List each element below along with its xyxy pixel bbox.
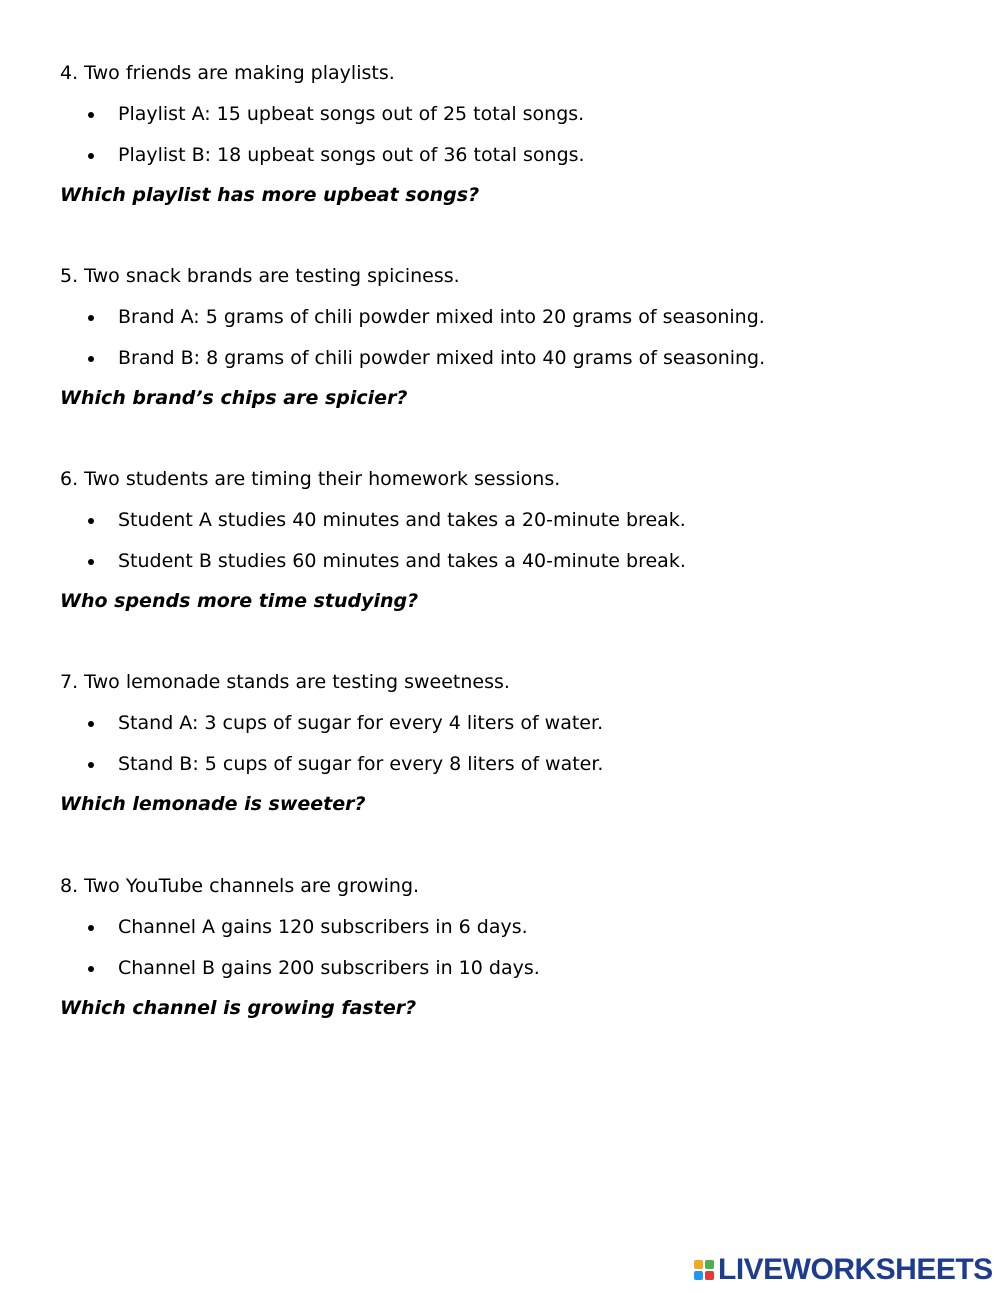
question-intro: 5. Two snack brands are testing spiciness. [60,265,460,287]
question-prompt: Which lemonade is sweeter? [60,793,366,815]
question-bullet: Student B studies 60 minutes and takes a 40-minute break. [118,550,686,572]
question-bullet: Student A studies 40 minutes and takes a 20-minute break. [118,509,686,531]
question-intro: 4. Two friends are making playlists. [60,62,395,84]
question-intro: 7. Two lemonade stands are testing sweetness. [60,671,510,693]
question-bullet: Brand A: 5 grams of chili powder mixed into 20 grams of seasoning. [118,306,765,328]
question-prompt: Which playlist has more upbeat songs? [60,184,480,206]
question-bullet: Stand A: 3 cups of sugar for every 4 liters of water. [118,712,604,734]
question-bullet: Brand B: 8 grams of chili powder mixed into 40 grams of seasoning. [118,347,766,369]
question-prompt: Who spends more time studying? [60,590,419,612]
question-bullet: Stand B: 5 cups of sugar for every 8 liters of water. [118,753,604,775]
question-bullet: Channel A gains 120 subscribers in 6 days. [118,916,528,938]
logo-text: LIVEWORKSHEETS [718,1253,993,1286]
question-bullet: Channel B gains 200 subscribers in 10 days. [118,957,540,979]
question-intro: 8. Two YouTube channels are growing. [60,875,420,897]
question-bullet: Playlist A: 15 upbeat songs out of 25 total songs. [118,103,585,125]
question-prompt: Which channel is growing faster? [60,997,417,1019]
question-bullet: Playlist B: 18 upbeat songs out of 36 total songs. [118,144,585,166]
liveworksheets-logo [694,1255,993,1285]
logo-mark-icon [694,1260,714,1280]
question-intro: 6. Two students are timing their homework sessions. [60,468,561,490]
question-prompt: Which brand’s chips are spicier? [60,387,408,409]
